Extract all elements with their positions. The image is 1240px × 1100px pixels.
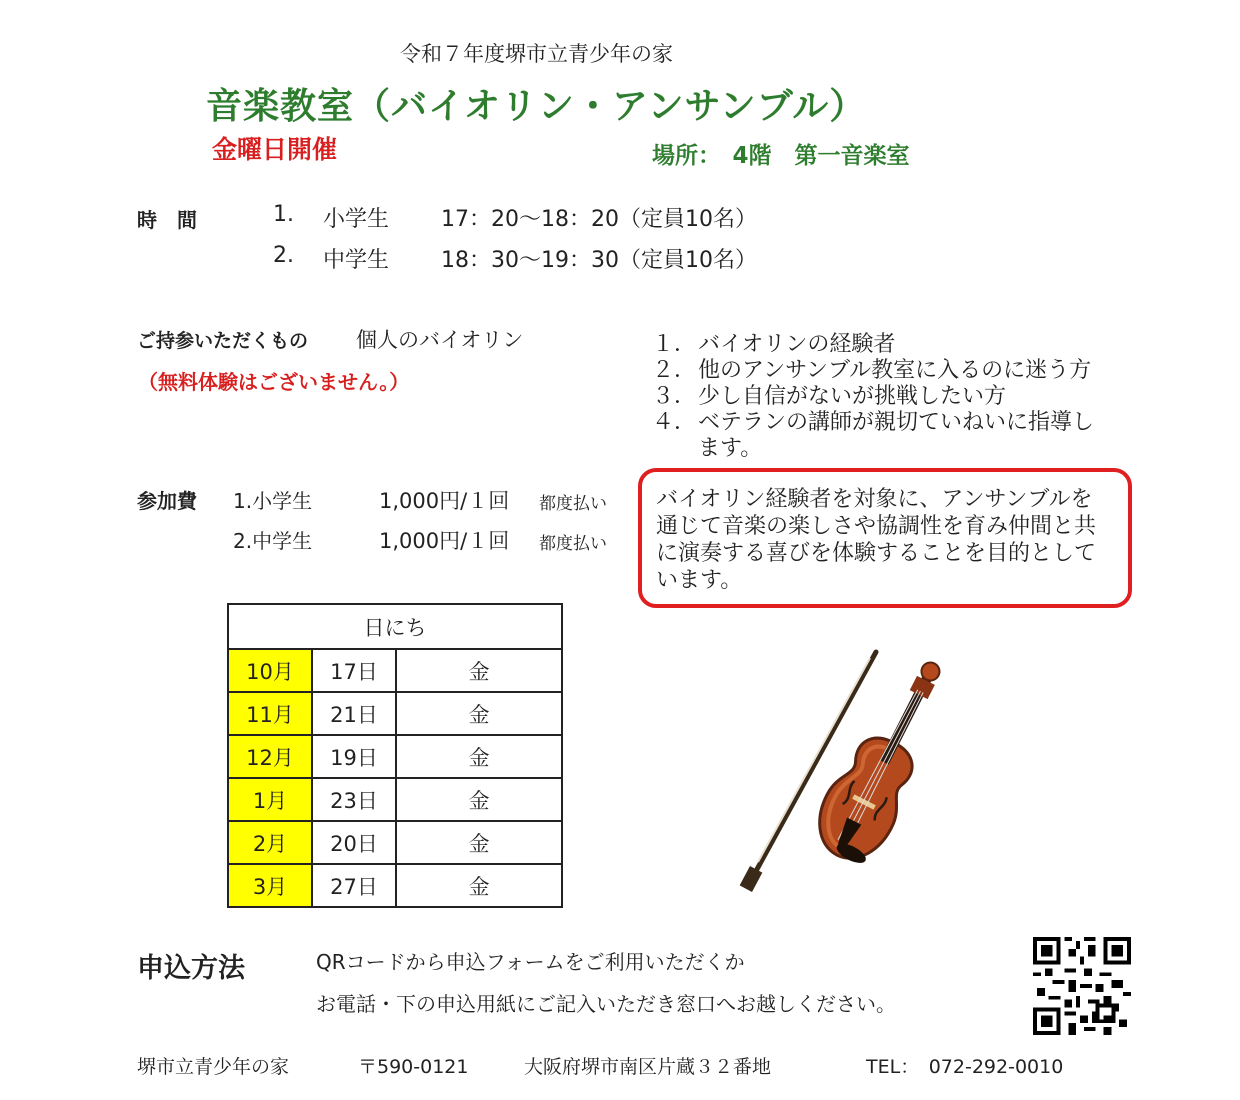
day-cell: 20日 bbox=[312, 821, 396, 864]
time-row-hours: 17：20～18：20（定員10名） bbox=[441, 207, 757, 232]
day-cell: 27日 bbox=[312, 864, 396, 907]
weekday-cell: 金 bbox=[396, 692, 562, 735]
time-row-grade: 中学生 bbox=[323, 248, 390, 273]
day-cell: 19日 bbox=[312, 735, 396, 778]
weekday-cell: 金 bbox=[396, 864, 562, 907]
table-row bbox=[228, 864, 562, 907]
month-cell: 10月 bbox=[228, 649, 312, 692]
fee-payment: 都度払い bbox=[539, 534, 607, 554]
weekday-cell: 金 bbox=[396, 778, 562, 821]
purpose-box: バイオリン経験者を対象に、アンサンブルを通じて音楽の楽しさや協調性を育み仲間と共に演奏する喜びを体験することを目的としています。 bbox=[638, 468, 1132, 608]
list-item bbox=[652, 410, 1098, 462]
dates-header: 日にち bbox=[228, 604, 562, 649]
list-item-number: ３． bbox=[652, 384, 697, 409]
fee-price: 1,000円/１回 bbox=[379, 489, 510, 513]
apply-label: 申込方法 bbox=[137, 953, 245, 984]
table-row bbox=[228, 649, 562, 692]
dates-header-row bbox=[228, 604, 562, 649]
organizer-line: 令和７年度堺市立青少年の家 bbox=[400, 42, 673, 66]
page-title: 音楽教室（バイオリン・アンサンブル） bbox=[206, 86, 867, 127]
weekday-cell: 金 bbox=[396, 821, 562, 864]
month-cell: 1月 bbox=[228, 778, 312, 821]
list-item bbox=[652, 358, 1158, 384]
table-row bbox=[228, 692, 562, 735]
list-item-number: ２． bbox=[652, 358, 697, 383]
apply-line-2: お電話・下の申込用紙にご記入いただき窓口へお越しください。 bbox=[316, 992, 896, 1016]
fee-payment: 都度払い bbox=[539, 494, 607, 514]
footer-address: 大阪府堺市南区片蔵３２番地 bbox=[524, 1056, 772, 1078]
fee-row bbox=[233, 485, 633, 515]
weekday-cell: 金 bbox=[396, 649, 562, 692]
list-item bbox=[652, 384, 1158, 410]
footer-postal: 〒590-0121 bbox=[358, 1056, 469, 1078]
apply-line-1: QRコードから申込フォームをご利用いただくか bbox=[316, 950, 745, 974]
month-cell: 11月 bbox=[228, 692, 312, 735]
fee-label: 参加費 bbox=[137, 489, 197, 513]
list-item-text: 少し自信がないが挑戦したい方 bbox=[698, 384, 1007, 409]
no-free-trial-note: （無料体験はございません。） bbox=[138, 370, 410, 394]
day-cell: 21日 bbox=[312, 692, 396, 735]
schedule-note: 金曜日開催 bbox=[212, 135, 338, 164]
month-cell: 12月 bbox=[228, 735, 312, 778]
table-row bbox=[228, 778, 562, 821]
table-row bbox=[228, 735, 562, 778]
fee-row bbox=[233, 525, 633, 555]
time-row-hours: 18：30～19：30（定員10名） bbox=[441, 248, 757, 273]
time-row-number: 1. bbox=[273, 202, 294, 227]
bring-value: 個人のバイオリン bbox=[356, 328, 524, 352]
list-item bbox=[652, 332, 1158, 358]
time-row bbox=[273, 243, 793, 273]
month-cell: 2月 bbox=[228, 821, 312, 864]
fee-price: 1,000円/１回 bbox=[379, 529, 510, 553]
day-cell: 17日 bbox=[312, 649, 396, 692]
list-item-text: 他のアンサンブル教室に入るのに迷う方 bbox=[698, 358, 1092, 383]
weekday-cell: 金 bbox=[396, 735, 562, 778]
list-item-text: ベテランの講師が親切ていねいに指導します。 bbox=[698, 410, 1095, 461]
month-cell: 3月 bbox=[228, 864, 312, 907]
footer-org: 堺市立青少年の家 bbox=[137, 1056, 290, 1078]
table-row bbox=[228, 821, 562, 864]
qr-code[interactable] bbox=[1033, 937, 1131, 1035]
bring-label: ご持参いただくもの bbox=[137, 330, 309, 352]
dates-table bbox=[227, 603, 563, 908]
list-item-number: １． bbox=[652, 332, 697, 357]
day-cell: 23日 bbox=[312, 778, 396, 821]
violin-illustration bbox=[736, 648, 956, 898]
target-list bbox=[652, 332, 1158, 462]
time-row-number: 2. bbox=[273, 243, 294, 268]
time-row-grade: 小学生 bbox=[323, 207, 390, 232]
list-item-number: ４． bbox=[652, 410, 697, 435]
time-row bbox=[273, 202, 793, 232]
time-label: 時 間 bbox=[137, 208, 197, 232]
place-info: 場所： 4階 第一音楽室 bbox=[652, 143, 910, 169]
footer-tel[interactable]: TEL： 072-292-0010 bbox=[866, 1056, 1064, 1078]
fee-grade: 2.中学生 bbox=[233, 529, 313, 553]
fee-grade: 1.小学生 bbox=[233, 489, 313, 513]
list-item-text: バイオリンの経験者 bbox=[698, 332, 896, 357]
